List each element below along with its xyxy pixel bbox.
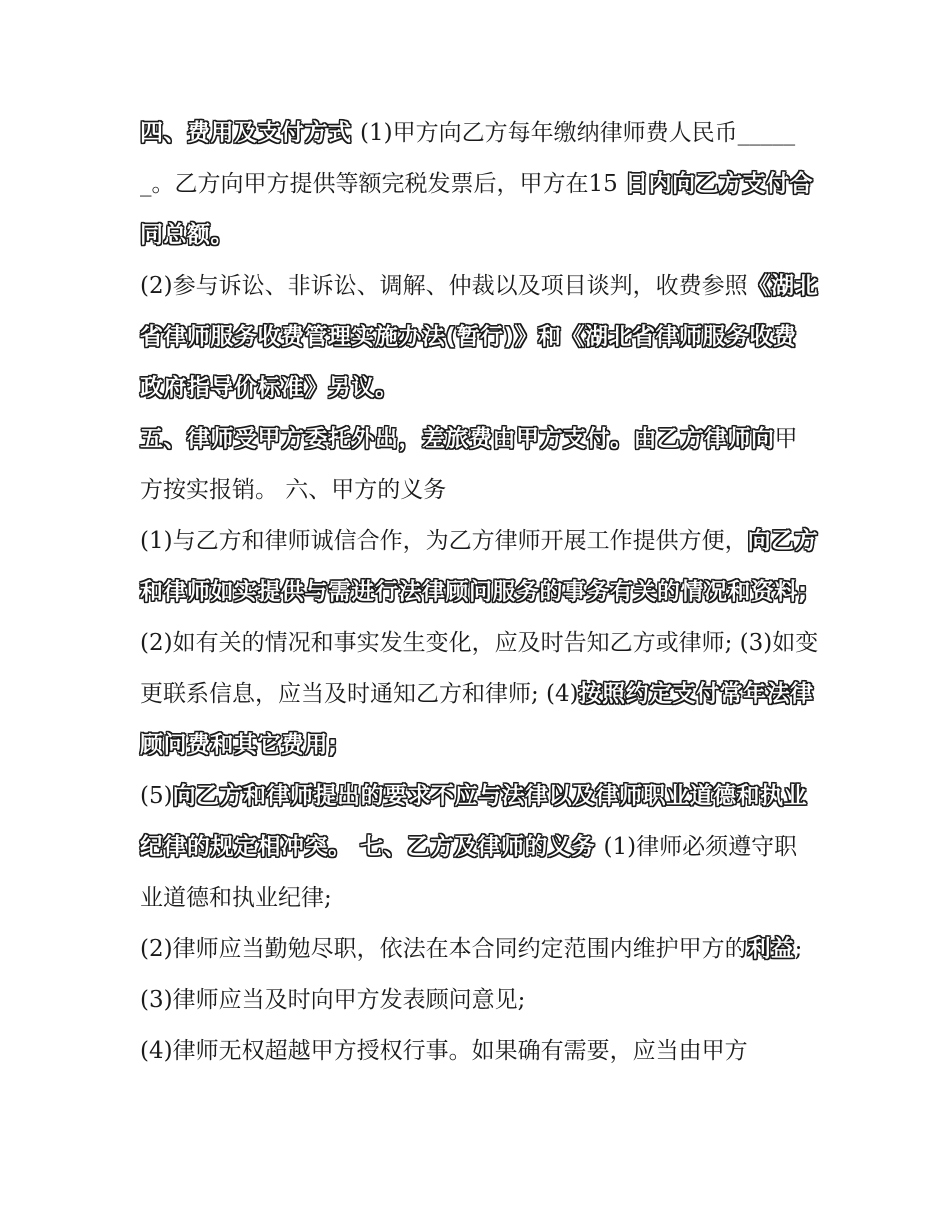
text-segment-outlined: 利益 — [747, 936, 795, 962]
text-segment-outlined: 向乙方和律师提出的要求不应与法律以及律师职业道德和执业纪律的规定相冲突。 七、乙方及律师的义务 — [140, 783, 808, 860]
text-segment: (5) — [140, 783, 173, 809]
paragraph-lawyer-duty-2-3 — [140, 924, 820, 1026]
document-page — [140, 108, 820, 1077]
text-segment: 甲方按实报销。 六、甲方的义务 — [140, 426, 798, 503]
paragraph-lawyer-duty-4 — [140, 1026, 820, 1077]
text-segment-outlined: 按照约定支付常年法律顾问费和其它费用; — [140, 681, 814, 758]
text-segment: (1)律师必须遵守职业道德和执业纪律; — [140, 834, 798, 911]
paragraph-party-a-duty-1 — [140, 516, 820, 618]
text-segment: (4)律师无权超越甲方授权行事。如果确有需要，应当由甲方 — [140, 1038, 748, 1064]
paragraph-party-a-duty-2-4 — [140, 618, 820, 771]
paragraph-fees — [140, 108, 820, 261]
text-segment: (2)律师应当勤勉尽职，依法在本合同约定范围内维护甲方的 — [140, 936, 748, 962]
paragraph-party-a-duty-5 — [140, 771, 820, 924]
text-segment-outlined: 向乙方和律师如实提供与需进行法律顾问服务的事务有关的情况和资料; — [140, 528, 819, 605]
text-segment: (1)与乙方和律师诚信合作，为乙方律师开展工作提供方便， — [140, 528, 748, 554]
text-segment-outlined: 日内向乙方支付合同总额。 — [140, 171, 814, 248]
text-segment: ; (3)律师应当及时向甲方发表顾问意见; — [140, 936, 803, 1013]
text-segment: (1)甲方向乙方每年缴纳律师费人民币______。乙方向甲方提供等额完税发票后，甲方在15 — [140, 120, 796, 197]
text-segment: (2)如有关的情况和事实发生变化，应及时告知乙方或律师; (3)如变更联系信息，应当及时通知乙方和律师; (4) — [140, 630, 819, 707]
heading-travel-expenses: 五、律师受甲方委托外出，差旅费由甲方支付。由乙方律师向 — [140, 426, 775, 452]
text-segment-outlined: 《湖北省律师服务收费管理实施办法(暂行)》和《湖北省律师服务收费政府指导价标准》另议。 — [140, 273, 819, 401]
heading-fees-payment: 四、费用及支付方式 — [140, 120, 361, 146]
paragraph-travel-expenses — [140, 414, 820, 516]
paragraph-litigation-fees — [140, 261, 820, 414]
text-segment: (2)参与诉讼、非诉讼、调解、仲裁以及项目谈判，收费参照 — [140, 273, 748, 299]
